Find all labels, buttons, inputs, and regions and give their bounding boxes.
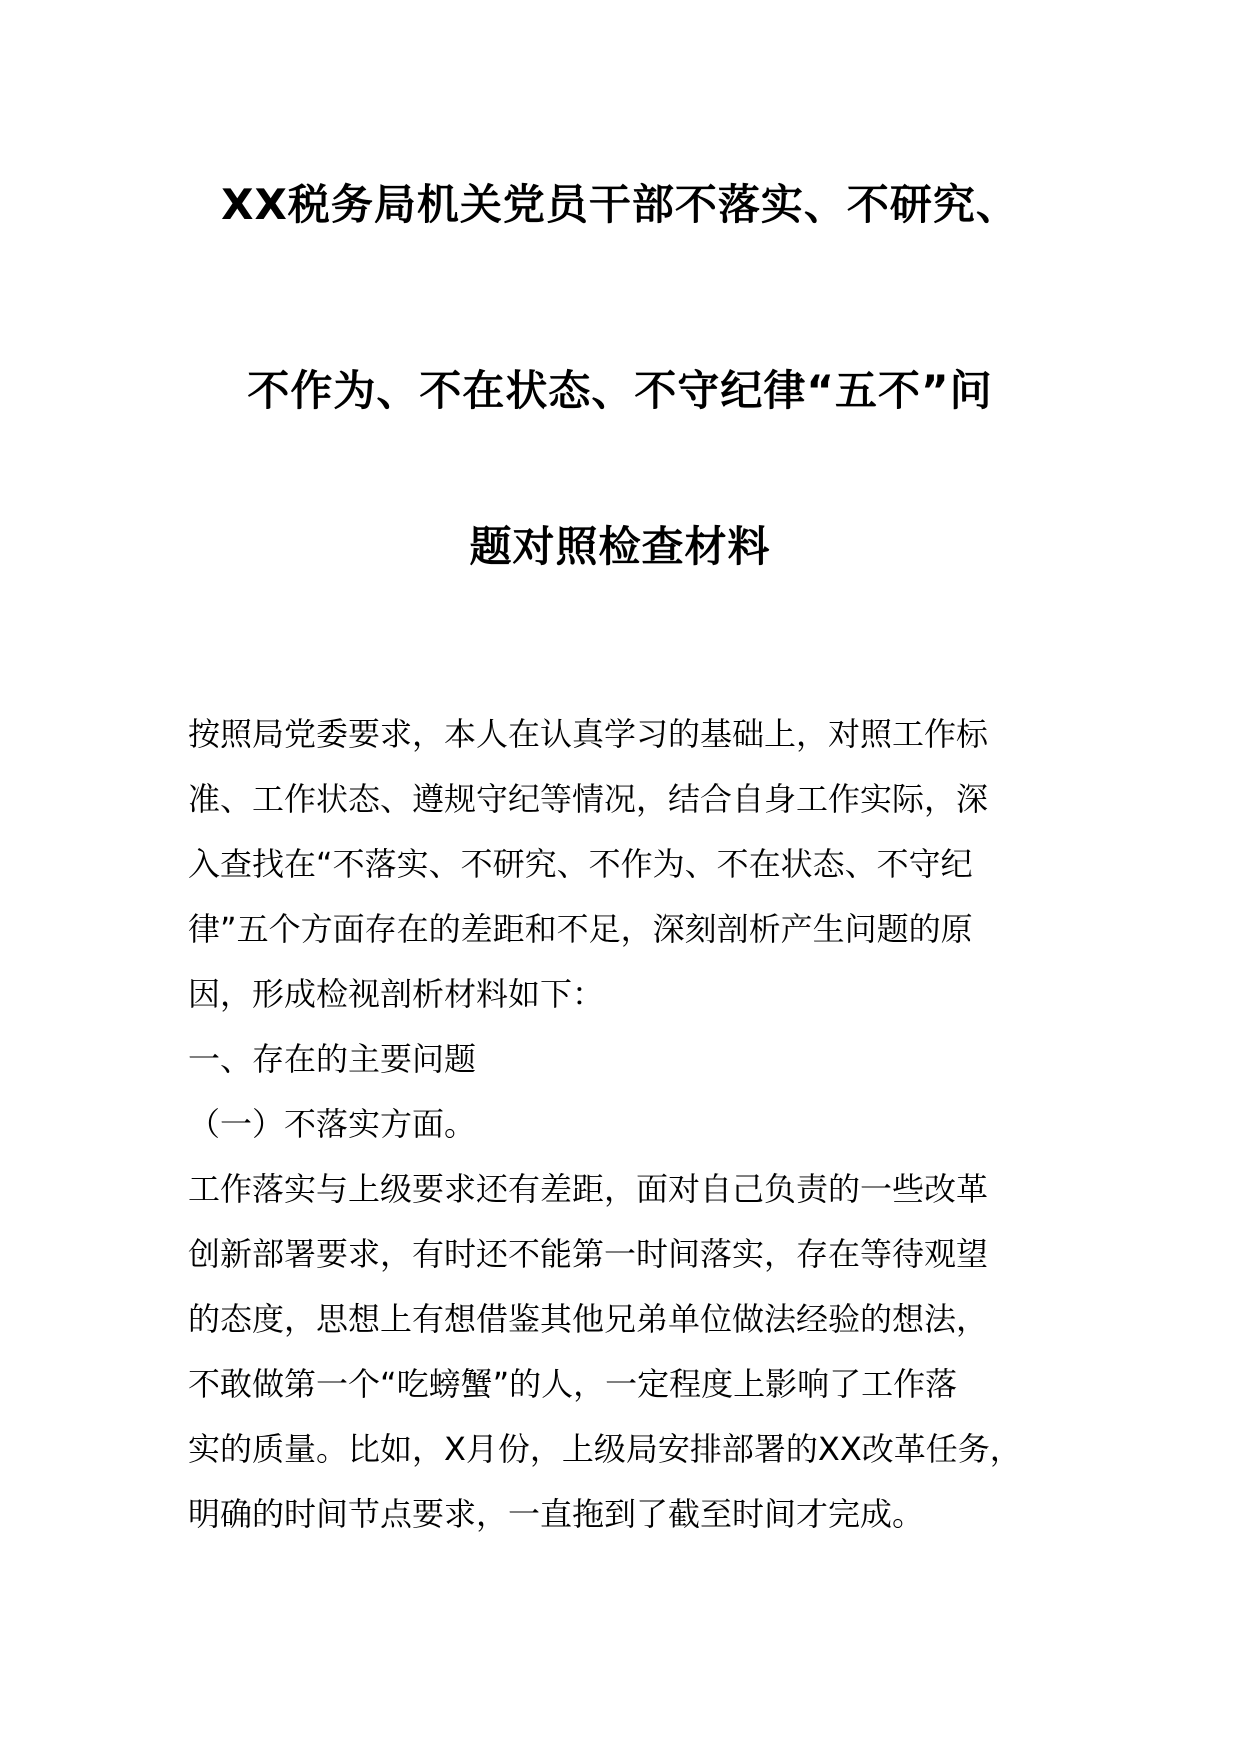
section-paragraph-line-1: 工作落实与上级要求还有差距，面对自己负责的一些改革 xyxy=(188,1170,989,1208)
document-title-line-1: XX税务局机关党员干部不落实、不研究、 xyxy=(221,180,1019,229)
intro-paragraph-line-3: 入查找在“不落实、不研究、不作为、不在状态、不守纪 xyxy=(188,845,973,883)
document-body xyxy=(188,702,1088,1547)
subsection-heading-1: （一）不落实方面。 xyxy=(188,1105,477,1143)
section-paragraph-line-5: 实的质量。比如，X月份，上级局安排部署的XX改革任务， xyxy=(188,1430,1022,1468)
document-title-line-2: 不作为、不在状态、不守纪律“五不”问 xyxy=(247,366,993,415)
section-paragraph-line-3: 的态度，思想上有想借鉴其他兄弟单位做法经验的想法， xyxy=(188,1300,989,1338)
intro-paragraph-line-4: 律”五个方面存在的差距和不足，深刻剖析产生问题的原 xyxy=(188,910,973,948)
intro-paragraph-line-5: 因，形成检视剖析材料如下： xyxy=(188,975,605,1013)
section-paragraph-line-4: 不敢做第一个“吃螃蟹”的人，一定程度上影响了工作落 xyxy=(188,1365,958,1403)
section-paragraph-line-6: 明确的时间节点要求，一直拖到了截至时间才完成。 xyxy=(188,1495,925,1533)
section-heading-1: 一、存在的主要问题 xyxy=(188,1040,477,1078)
intro-paragraph-line-1: 按照局党委要求，本人在认真学习的基础上，对照工作标 xyxy=(188,715,989,753)
intro-paragraph-line-2: 准、工作状态、遵规守纪等情况，结合自身工作实际，深 xyxy=(188,780,989,818)
document-title-line-3: 题对照检查材料 xyxy=(469,522,771,571)
section-paragraph-line-2: 创新部署要求，有时还不能第一时间落实，存在等待观望 xyxy=(188,1235,989,1273)
